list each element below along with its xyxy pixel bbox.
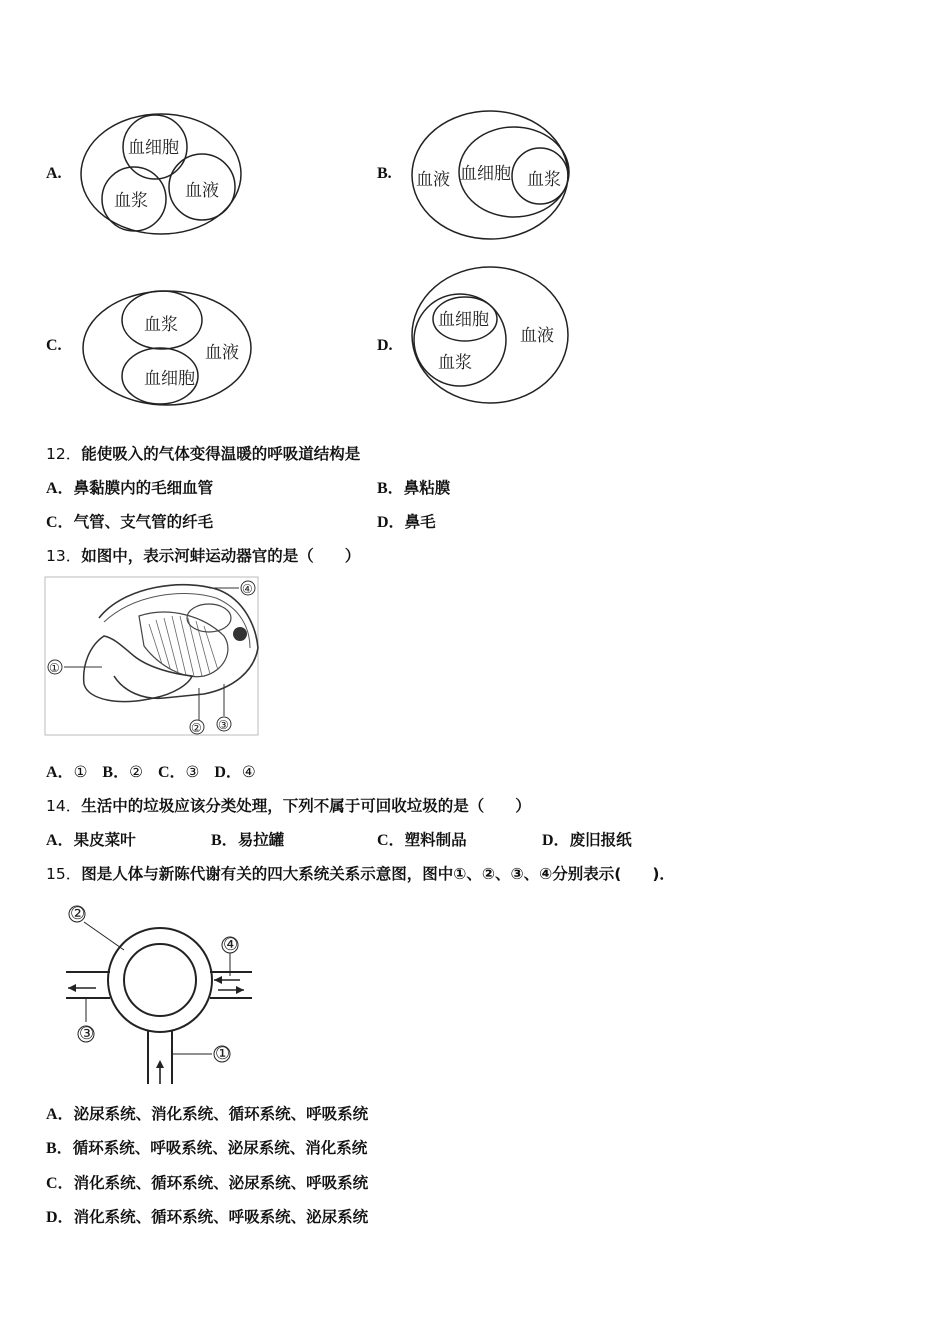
q15-option-b[interactable] [46, 1138, 367, 1159]
option-text: ① [73, 763, 88, 781]
option-text: ② [129, 763, 143, 781]
option-key: B． [46, 1140, 73, 1157]
option-key: D． [214, 764, 242, 781]
ellipse-label-lower: 血细胞 [144, 369, 195, 389]
option-key: A． [46, 832, 74, 849]
option-text: 泌尿系统、消化系统、循环系统、呼吸系统 [73, 1105, 369, 1123]
figure-frame [45, 577, 258, 735]
left-arrow-head [68, 984, 76, 992]
ellipse-label-upper: 血浆 [144, 315, 178, 335]
q14-option-c[interactable] [377, 830, 467, 851]
option-text: 循环系统、呼吸系统、泌尿系统、消化系统 [72, 1139, 368, 1157]
ellipse-label-inner: 血浆 [527, 170, 561, 190]
option-text: 鼻毛 [404, 513, 436, 531]
svg-text:②: ② [70, 904, 86, 924]
option-key: C． [46, 1175, 74, 1192]
q15-option-d[interactable] [46, 1207, 368, 1228]
right-arrow-out-head [236, 986, 244, 994]
q14-stem [46, 796, 531, 816]
ellipse-label-outer: 血液 [416, 170, 450, 190]
option-text: 气管、支气管的纤毛 [73, 513, 214, 531]
q13-option-b[interactable] [102, 763, 143, 781]
q12-option-a[interactable] [46, 478, 213, 499]
label-circle-2 [69, 904, 85, 924]
q14-text: 生活中的垃圾应该分类处理，下列不属于可回收垃圾的是（ ） [81, 797, 531, 815]
q11-option-b-diagram[interactable] [410, 105, 575, 240]
foot-shape [84, 636, 192, 702]
option-text: 塑料制品 [404, 831, 467, 849]
circle-label-top: 血细胞 [128, 138, 179, 158]
q15-option-a[interactable] [46, 1104, 368, 1125]
option-key: B． [211, 832, 238, 849]
ellipse-label-outer: 血液 [205, 343, 239, 363]
svg-text:④: ④ [223, 935, 239, 955]
organ-ellipse [187, 604, 231, 632]
q12-option-d[interactable] [377, 512, 436, 533]
option-text: ④ [241, 763, 256, 781]
option-key: B． [102, 764, 130, 781]
option-text: 果皮菜叶 [73, 831, 136, 849]
option-key: D． [542, 832, 570, 849]
option-key: C． [377, 832, 405, 849]
option-text: 鼻粘膜 [403, 479, 451, 497]
q15-systems-figure [60, 900, 260, 1090]
option-key: A． [46, 764, 74, 781]
muscle-dot [233, 627, 247, 641]
q11-option-a-label[interactable]: A. [46, 165, 62, 182]
q12-option-b[interactable] [377, 478, 450, 499]
option-text: 鼻黏膜内的毛细血管 [73, 479, 214, 497]
option-text: 废旧报纸 [569, 831, 632, 849]
right-arrow-in-head [214, 976, 222, 984]
label-circle-1 [48, 660, 62, 675]
q13-number: 13． [46, 547, 82, 565]
q13-mussel-figure [44, 576, 260, 738]
q12-option-c[interactable] [46, 512, 213, 533]
q13-option-d[interactable] [214, 763, 255, 781]
svg-text:①: ① [49, 661, 60, 675]
q15-option-c[interactable] [46, 1173, 368, 1194]
option-key: A． [46, 480, 74, 497]
circle-label-bottom-left: 血浆 [114, 191, 148, 211]
leader-2 [84, 922, 124, 950]
option-key: C． [46, 514, 74, 531]
q15-stem [46, 864, 675, 884]
ring-inner [124, 944, 196, 1016]
label-circle-3 [78, 1024, 94, 1044]
label-circle-2 [190, 720, 204, 735]
q11-option-c-diagram[interactable] [80, 288, 255, 410]
svg-text:③: ③ [79, 1024, 95, 1044]
q12-stem [46, 444, 360, 464]
q13-options-row [46, 762, 256, 783]
gill-stripes [149, 616, 218, 676]
q14-option-b[interactable] [211, 830, 284, 851]
q12-text: 能使吸入的气体变得温暖的呼吸道结构是 [81, 445, 361, 463]
q11-option-d-label[interactable]: D. [377, 337, 393, 354]
q11-option-b-label[interactable]: B. [377, 165, 392, 182]
ellipse-label-middle: 血浆 [438, 353, 472, 373]
ellipse-label-inner: 血细胞 [438, 310, 489, 330]
q14-option-d[interactable] [542, 830, 632, 851]
q14-number: 14． [46, 797, 82, 815]
option-text: 消化系统、循环系统、呼吸系统、泌尿系统 [73, 1208, 369, 1226]
option-text: ③ [185, 763, 200, 781]
option-text: 消化系统、循环系统、泌尿系统、呼吸系统 [73, 1174, 369, 1192]
q11-option-d-diagram[interactable] [410, 264, 575, 406]
shell-outline [99, 585, 258, 699]
option-key: D． [377, 514, 405, 531]
q13-option-c[interactable] [158, 763, 199, 781]
q11-option-c-label[interactable]: C. [46, 337, 62, 354]
q13-stem [46, 546, 360, 566]
option-key: B． [377, 480, 404, 497]
option-key: C． [157, 764, 186, 781]
q13-text: 如图中，表示河蚌运动器官的是（ ） [81, 547, 361, 565]
label-circle-4 [241, 581, 255, 596]
bottom-arrow-head [156, 1060, 164, 1068]
circle-label-right: 血液 [185, 181, 219, 201]
ellipse-label-outer: 血液 [520, 326, 554, 346]
option-key: D． [46, 1209, 74, 1226]
q15-text: 图是人体与新陈代谢有关的四大系统关系示意图，图中①、②、③、④分别表示( )． [81, 865, 675, 883]
svg-text:②: ② [191, 721, 202, 735]
q11-option-a-diagram[interactable] [78, 110, 246, 238]
label-circle-1 [214, 1044, 230, 1064]
mantle-line [104, 593, 250, 648]
q12-number: 12． [46, 445, 82, 463]
label-circle-4 [222, 935, 238, 955]
svg-text:①: ① [215, 1044, 231, 1064]
q15-number: 15． [46, 865, 82, 883]
option-text: 易拉罐 [237, 831, 285, 849]
q13-option-a[interactable] [46, 763, 87, 781]
option-key: A． [46, 1106, 74, 1123]
label-circle-3 [217, 717, 231, 732]
svg-text:③: ③ [218, 718, 229, 732]
svg-text:④: ④ [242, 582, 253, 596]
ellipse-label-middle: 血细胞 [460, 164, 511, 184]
q14-option-a[interactable] [46, 830, 136, 851]
